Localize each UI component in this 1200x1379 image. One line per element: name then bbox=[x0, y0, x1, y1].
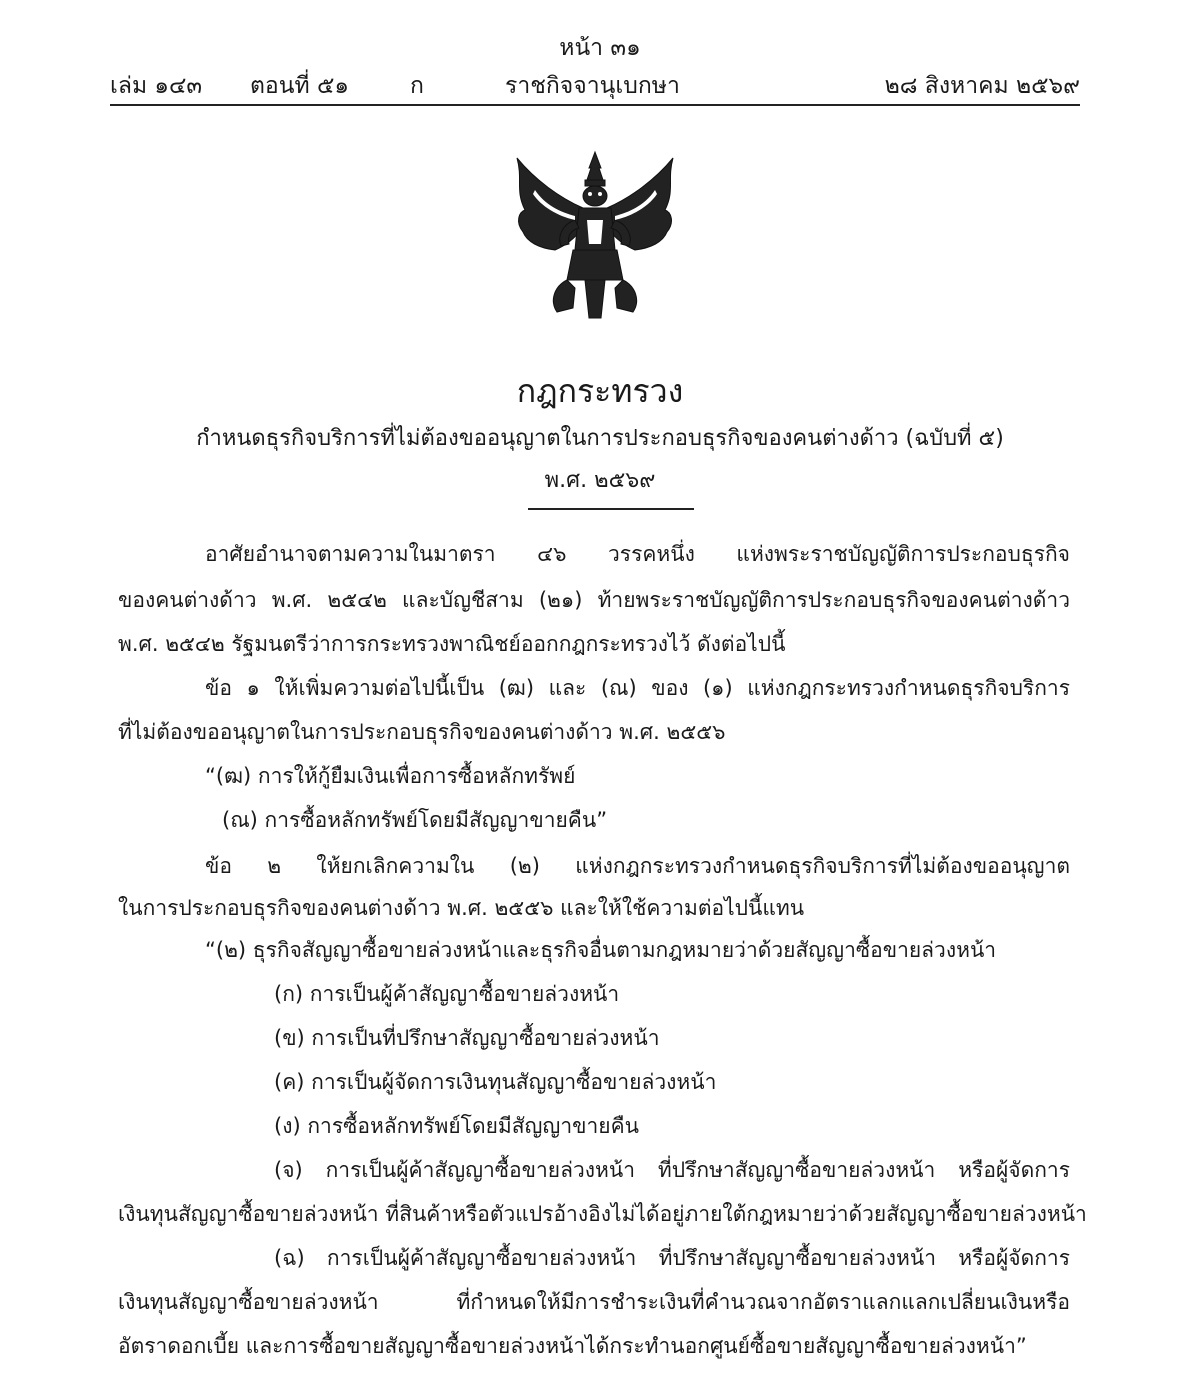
body-line: ของคนต่างด้าว พ.ศ. ๒๕๔๒ และบัญชีสาม (๒๑) ท้ายพระราชบัญญัติการประกอบธุรกิจของคนต่างด้าว bbox=[118, 588, 1070, 612]
body-line: อาศัยอำนาจตามความในมาตรา ๔๖ วรรคหนึ่ง แห่งพระราชบัญญัติการประกอบธุรกิจ bbox=[205, 542, 1070, 566]
document-subtitle: กำหนดธุรกิจบริการที่ไม่ต้องขออนุญาตในการประกอบธุรกิจของคนต่างด้าว (ฉบับที่ ๕) bbox=[196, 426, 1004, 451]
body-line: (ง) การซื้อหลักทรัพย์โดยมีสัญญาขายคืน bbox=[274, 1114, 639, 1138]
body-line: ในการประกอบธุรกิจของคนต่างด้าว พ.ศ. ๒๕๕๖ และให้ใช้ความต่อไปนี้แทน bbox=[118, 896, 805, 920]
section-letter: ก bbox=[410, 73, 424, 99]
body-line: “(ฒ) การให้กู้ยืมเงินเพื่อการซื้อหลักทรัพย์ bbox=[205, 764, 576, 788]
page-number: หน้า ๓๑ bbox=[559, 35, 641, 61]
section-label: ตอนที่ ๕๑ bbox=[250, 73, 349, 99]
body-line: (ข) การเป็นที่ปรึกษาสัญญาซื้อขายล่วงหน้า bbox=[274, 1026, 660, 1050]
body-line: “(๒) ธุรกิจสัญญาซื้อขายล่วงหน้าและธุรกิจอื่นตามกฎหมายว่าด้วยสัญญาซื้อขายล่วงหน้า bbox=[205, 938, 997, 962]
body-line: (จ) การเป็นผู้ค้าสัญญาซื้อขายล่วงหน้า ที่ปรึกษาสัญญาซื้อขายล่วงหน้า หรือผู้จัดการ bbox=[274, 1158, 1070, 1182]
publication-date: ๒๘ สิงหาคม ๒๕๖๙ bbox=[884, 73, 1080, 99]
body-line: (ณ) การซื้อหลักทรัพย์โดยมีสัญญาขายคืน” bbox=[222, 808, 608, 832]
body-line: (ก) การเป็นผู้ค้าสัญญาซื้อขายล่วงหน้า bbox=[274, 982, 620, 1006]
document-title: กฎกระทรวง bbox=[516, 372, 684, 410]
gazette-header bbox=[110, 68, 1080, 98]
body-line: ข้อ ๑ ให้เพิ่มความต่อไปนี้เป็น (ฒ) และ (ณ) ของ (๑) แห่งกฎกระทรวงกำหนดธุรกิจบริการ bbox=[205, 676, 1070, 700]
body-line: อัตราดอกเบี้ย และการซื้อขายสัญญาซื้อขายล่วงหน้าได้กระทำนอกศูนย์ซื้อขายสัญญาซื้อขายล่วงหน้า” bbox=[118, 1334, 1027, 1358]
body-line: เงินทุนสัญญาซื้อขายล่วงหน้า ที่สินค้าหรือตัวแปรอ้างอิงไม่ได้อยู่ภายใต้กฎหมายว่าด้วยสัญญาซื้อขายล่วงหน้า bbox=[118, 1202, 1087, 1226]
body-line: ที่ไม่ต้องขออนุญาตในการประกอบธุรกิจของคนต่างด้าว พ.ศ. ๒๕๕๖ bbox=[118, 720, 726, 744]
document-year: พ.ศ. ๒๕๖๙ bbox=[544, 468, 656, 493]
body-line: พ.ศ. ๒๕๔๒ รัฐมนตรีว่าการกระทรวงพาณิชย์ออกกฎกระทรวงไว้ ดังต่อไปนี้ bbox=[118, 632, 786, 656]
body-line: เงินทุนสัญญาซื้อขายล่วงหน้า ที่กำหนดให้มีการชำระเงินที่คำนวณจากอัตราแลกแลกเปลี่ยนเงินหรือ bbox=[118, 1290, 1070, 1314]
body-line: (ค) การเป็นผู้จัดการเงินทุนสัญญาซื้อขายล่วงหน้า bbox=[274, 1070, 717, 1094]
title-rule bbox=[528, 508, 694, 510]
volume-label: เล่ม ๑๔๓ bbox=[110, 73, 203, 99]
garuda-emblem-icon bbox=[505, 150, 685, 320]
body-line: ข้อ ๒ ให้ยกเลิกความใน (๒) แห่งกฎกระทรวงกำหนดธุรกิจบริการที่ไม่ต้องขออนุญาต bbox=[205, 854, 1070, 878]
header-rule bbox=[110, 104, 1080, 106]
body-line: (ฉ) การเป็นผู้ค้าสัญญาซื้อขายล่วงหน้า ที่ปรึกษาสัญญาซื้อขายล่วงหน้า หรือผู้จัดการ bbox=[274, 1246, 1070, 1270]
publication-name: ราชกิจจานุเบกษา bbox=[505, 73, 680, 99]
